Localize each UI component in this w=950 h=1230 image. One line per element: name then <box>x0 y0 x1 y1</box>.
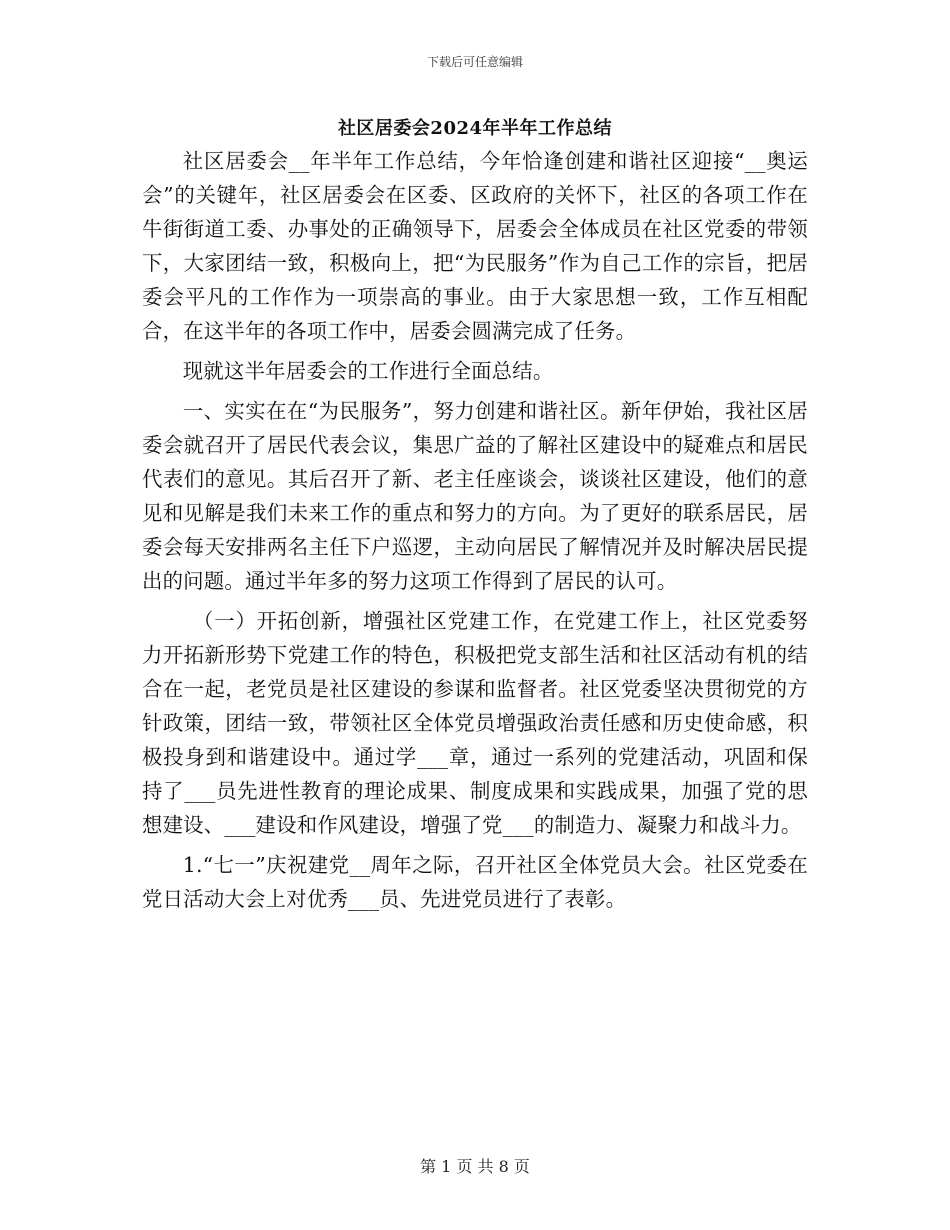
paragraph-subsection-party-building: （一）开拓创新，增强社区党建工作，在党建工作上，社区党委努力开拓新形势下党建工作的特色，积极把党支部生活和社区活动有机的结合在一起，老党员是社区建设的参谋和监督者。社区党委坚决贯彻党的方针政策，团结一致，带领社区全体党员增强政治责任感和历史使命感，积极投身到和谐建设中。通过学___章，通过一系列的党建活动，巩固和保持了___员先进性教育的理论成果、制度成果和实践成果，加强了党的思想建设、___建设和作风建设，增强了党___的制造力、凝聚力和战斗力。 <box>142 609 808 837</box>
paragraph-intro: 社区居委会__年半年工作总结，今年恰逢创建和谐社区迎接“__奥运会”的关键年，社区居委会在区委、区政府的关怀下，社区的各项工作在牛街街道工委、办事处的正确领导下，居委会全体成员在社区党委的带领下，大家团结一致，积极向上，把“为民服务”作为自己工作的宗旨，把居委会平凡的工作作为一项崇高的事业。由于大家思想一致，工作互相配合，在这半年的各项工作中，居委会圆满完成了任务。 <box>142 149 808 343</box>
document-body <box>142 144 808 922</box>
paragraph-item-one: 1.“七一”庆祝建党__周年之际，召开社区全体党员大会。社区党委在党日活动大会上对优秀___员、先进党员进行了表彰。 <box>142 853 808 911</box>
paragraph-section-one: 一、实实在在“为民服务”，努力创建和谐社区。新年伊始，我社区居委会就召开了居民代表会议，集思广益的了解社区建设中的疑难点和居民代表们的意见。其后召开了新、老主任座谈会，谈谈社区建设，他们的意见和见解是我们未来工作的重点和努力的方向。为了更好的联系居民，居委会每天安排两名主任下户巡逻，主动向居民了解情况并及时解决居民提出的问题。通过半年多的努力这项工作得到了居民的认可。 <box>142 399 808 593</box>
paragraph-summary-lead: 现就这半年居委会的工作进行全面总结。 <box>182 359 554 383</box>
page-number: 第 1 页 共 8 页 <box>420 1157 530 1176</box>
document-title: 社区居委会2024年半年工作总结 <box>337 118 613 139</box>
header-note: 下载后可任意编辑 <box>426 55 523 69</box>
